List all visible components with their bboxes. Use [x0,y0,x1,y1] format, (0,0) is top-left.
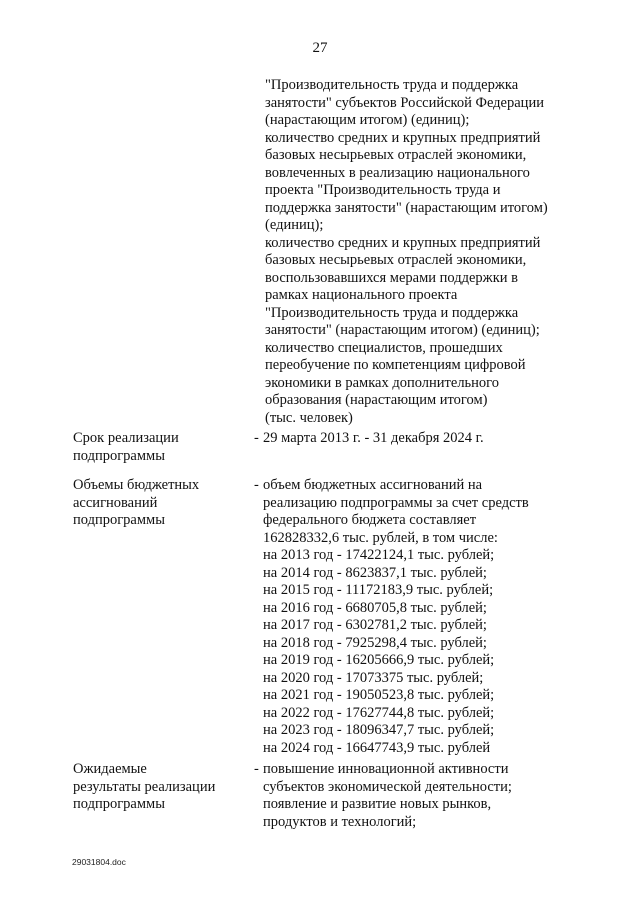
budget-year-line: на 2021 год - 19050523,8 тыс. рублей; [263,687,495,703]
indicators-line: количество средних и крупных предприятий [265,129,541,146]
indicators-line: "Производительность труда и поддержка [265,77,519,93]
document-filename: 29031804.doc [72,857,126,867]
budget-year-line: на 2023 год - 18096347,7 тыс. рублей; [263,722,495,738]
row-dash: - [254,761,259,777]
budget-year-line: на 2016 год - 6680705,8 тыс. рублей; [263,599,487,616]
indicators-line: поддержка занятости" (нарастающим итогом) [265,199,548,216]
row-value [263,430,484,448]
label-line: Срок реализации [73,430,179,446]
budget-year-line: на 2015 год - 11172183,9 тыс. рублей; [263,582,494,598]
indicators-line: воспользовавшихся мерами поддержки в [265,269,518,286]
label-line: Ожидаемые [73,761,147,777]
indicators-line: экономики в рамках дополнительного [265,374,500,391]
budget-year-line: на 2022 год - 17627744,8 тыс. рублей; [263,704,495,721]
budget-year-line: на 2013 год - 17422124,1 тыс. рублей; [263,547,495,563]
indicators-line: занятости" (нарастающим итогом) (единиц); [265,322,540,338]
indicators-block [265,77,548,427]
budget-year-line: на 2017 год - 6302781,2 тыс. рублей; [263,617,487,633]
value-line: объем бюджетных ассигнований на [263,477,483,493]
value-line: повышение инновационной активности [263,761,509,777]
indicators-line: "Производительность труда и поддержка [265,304,519,321]
indicators-line: (нарастающим итогом) (единиц); [265,112,470,128]
value-line: 29 марта 2013 г. - 31 декабря 2024 г. [263,430,484,446]
indicators-line: количество средних и крупных предприятий [265,234,541,251]
budget-year-line: на 2024 год - 16647743,9 тыс. рублей [263,739,491,756]
indicators-line: базовых несырьевых отраслей экономики, [265,147,527,163]
row-dash: - [254,477,259,493]
page-number: 27 [312,40,328,56]
indicators-line: рамках национального проекта [265,287,458,303]
indicators-line: проекта "Производительность труда и [265,182,501,198]
row-label [73,477,199,530]
value-line: продуктов и технологий; [263,813,417,830]
label-line: ассигнований [73,494,158,511]
budget-year-line: на 2019 год - 16205666,9 тыс. рублей; [263,652,495,668]
row-dash: - [254,430,259,446]
label-line: подпрограммы [73,796,165,812]
label-line: результаты реализации [73,778,216,795]
row-label [73,761,215,814]
value-line: субъектов экономической деятельности; [263,778,512,795]
budget-year-line: на 2020 год - 17073375 тыс. рублей; [263,669,484,686]
indicators-line: переобучение по компетенциям цифровой [265,357,526,373]
indicators-line: вовлеченных в реализацию национального [265,164,530,181]
budget-year-line: на 2014 год - 8623837,1 тыс. рублей; [263,564,487,581]
indicators-line: занятости" субъектов Российской Федерации [265,94,544,111]
value-line: 162828332,6 тыс. рублей, в том числе: [263,529,498,546]
label-line: Объемы бюджетных [73,477,200,493]
indicators-line: количество специалистов, прошедших [265,339,503,356]
value-line: реализацию подпрограммы за счет средств [263,494,529,511]
row-value [263,761,512,831]
value-line: федерального бюджета составляет [263,512,477,528]
label-line: подпрограммы [73,512,165,528]
label-line: подпрограммы [73,447,165,464]
indicators-line: базовых несырьевых отраслей экономики, [265,252,527,268]
row-label [73,430,179,465]
indicators-line: образования (нарастающим итогом) [265,392,488,408]
indicators-line: (единиц); [265,217,324,233]
budget-year-line: на 2018 год - 7925298,4 тыс. рублей; [263,634,487,651]
value-line: появление и развитие новых рынков, [263,796,492,812]
indicators-line: (тыс. человек) [265,409,353,426]
row-value [263,477,529,757]
